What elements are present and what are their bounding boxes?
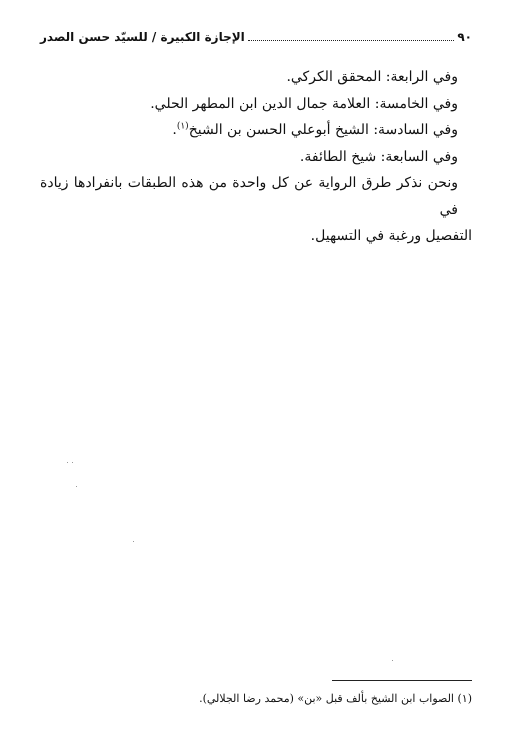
text-line-sadisa-main: وفي السادسة: الشيخ أبوعلي الحسن بن الشيخ [188,122,458,138]
text-line-paragraph-1: ونحن نذكر طرق الرواية عن كل واحدة من هذه الطبقات بانفرادها زيادة في [40,175,458,218]
running-title: الإجازة الكبيرة / للسيّد حسن الصدر [40,30,245,44]
main-text [40,64,472,250]
text-line-sadisa-end: . [172,122,177,138]
scan-speck [392,660,393,661]
text-line-rabi-a: وفي الرابعة: المحقق الكركي. [286,69,458,85]
text-line-khamisa: وفي الخامسة: العلامة جمال الدين ابن المطهر الحلي. [150,95,458,112]
text-line-sadisa [40,117,472,144]
scan-speck [76,486,77,487]
dotted-leader [248,31,455,41]
page-number: ٩٠ [457,30,472,44]
footnote-separator [332,680,472,681]
text-line-sabi-a: وفي السابعة: شيخ الطائفة. [299,148,458,165]
running-header [40,30,472,50]
footnote: (١) الصواب ابن الشيخ بألف قبل «بن» (محمد رضا الجلالي). [199,692,472,705]
footnote-marker: (١) [176,121,189,132]
scan-speck [133,541,134,542]
scan-speck [72,462,73,463]
text-line-paragraph-2: التفصيل ورغبة في التسهيل. [310,228,472,244]
scan-speck [67,462,68,463]
